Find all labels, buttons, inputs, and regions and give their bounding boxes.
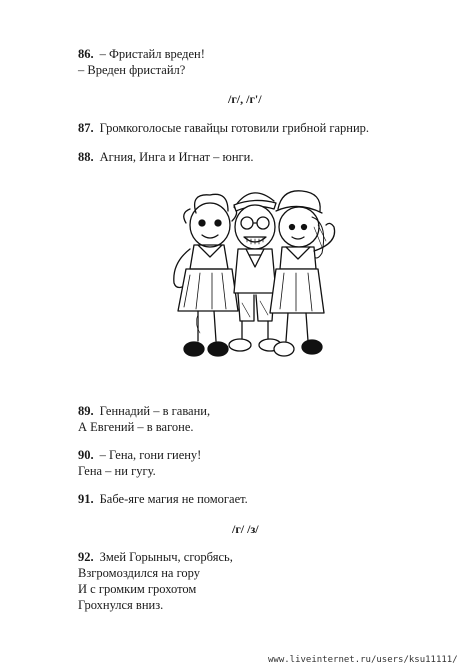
entry-92-line-2: Взгромоздился на гору: [78, 566, 201, 580]
entry-number: 87.: [78, 121, 94, 135]
entry-number: 88.: [78, 150, 94, 164]
entry-86-line-2: – Вреден фристайл?: [78, 63, 186, 77]
entry-89-line-1: [78, 404, 210, 419]
entry-number: 90.: [78, 448, 94, 462]
entry-88-line-1: [78, 150, 254, 165]
entry-86-line-1: [78, 47, 205, 62]
entry-number: 91.: [78, 492, 94, 506]
left-girl-figure: [174, 194, 238, 356]
entry-text: – Гена, гони гиену!: [99, 448, 202, 462]
entry-text: Агния, Инга и Игнат – юнги.: [99, 150, 254, 164]
entry-text: – Фристайл вреден!: [99, 47, 205, 61]
entry-text: Громкоголосые гавайцы готовили грибной гарнир.: [99, 121, 370, 135]
footer-watermark-url: www.liveinternet.ru/users/ksu11111/: [268, 655, 458, 665]
entry-number: 86.: [78, 47, 94, 61]
entry-text: Геннадий – в гавани,: [99, 404, 211, 418]
three-kids-illustration: [162, 183, 344, 365]
entry-87-line-1: [78, 121, 369, 136]
right-girl-figure: [270, 191, 335, 356]
entry-90-line-1: [78, 448, 201, 463]
entry-92-line-1: [78, 550, 233, 565]
entry-92-line-3: И с громким грохотом: [78, 582, 197, 596]
entry-text: Змей Горыныч, сгорбясь,: [99, 550, 233, 564]
entry-90-line-2: Гена – ни гугу.: [78, 464, 156, 478]
entry-92-line-4: Грохнулся вниз.: [78, 598, 164, 612]
phonetic-label-g-z: /г/ /з/: [232, 522, 259, 536]
entry-89-line-2: А Евгений – в вагоне.: [78, 420, 194, 434]
entry-text: Бабе-яге магия не помогает.: [99, 492, 248, 506]
phonetic-label-g: /г/, /г'/: [228, 92, 262, 106]
entry-number: 92.: [78, 550, 94, 564]
entry-number: 89.: [78, 404, 94, 418]
middle-boy-figure: [229, 193, 281, 351]
entry-91-line-1: [78, 492, 248, 507]
